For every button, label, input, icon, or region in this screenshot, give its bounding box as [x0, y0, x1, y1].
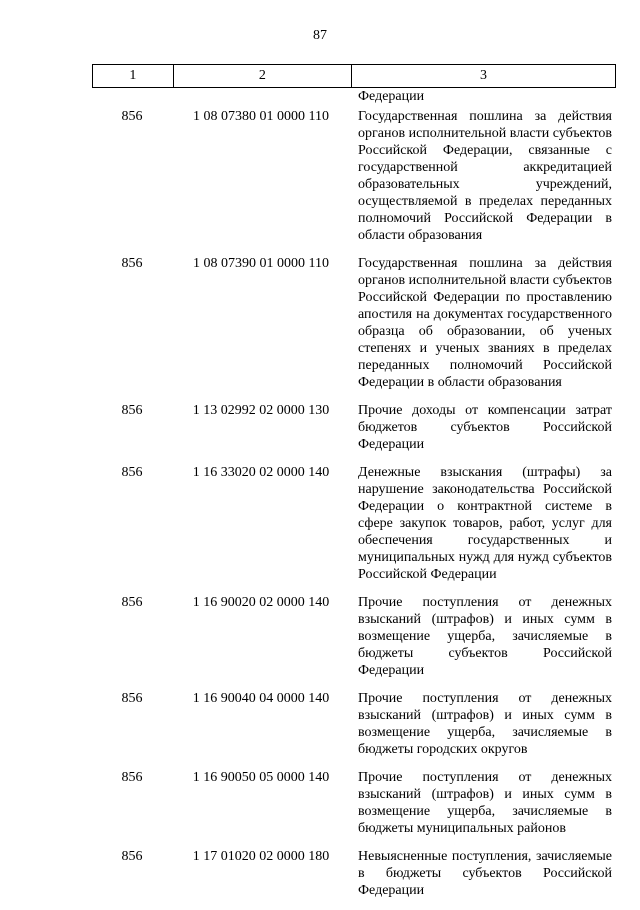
revenue-name: Прочие доходы от компенсации затрат бюджетов субъектов Российской Федерации [358, 403, 612, 452]
header-col-1: 1 [93, 65, 174, 88]
table-row [92, 690, 616, 758]
admin-code: 856 [121, 403, 143, 418]
admin-code: 856 [121, 849, 143, 864]
budget-code: 1 16 90040 04 0000 140 [192, 691, 330, 706]
budget-code: 1 13 02992 02 0000 130 [192, 403, 330, 418]
admin-code: 856 [121, 109, 143, 124]
revenue-name: Прочие поступления от денежных взысканий (штрафов) и иных сумм в возмещение ущерба, зачисляемые в бюджеты городских округов [358, 691, 612, 757]
admin-code: 856 [121, 595, 143, 610]
admin-code: 856 [121, 691, 143, 706]
revenue-name: Государственная пошлина за действия органов исполнительной власти субъектов Российской Федерации по проставлению апостиля на документах государственного образца об образовании, об ученых степенях и ученых званиях в пределах переданных полномочий Российской Федерации в области образования [358, 256, 612, 390]
revenue-name: Невыясненные поступления, зачисляемые в бюджеты субъектов Российской Федерации [358, 849, 612, 898]
admin-code: 856 [121, 465, 143, 480]
table-row [92, 769, 616, 837]
table-row [92, 108, 616, 244]
table-row [92, 402, 616, 453]
header-col-3: 3 [352, 65, 616, 88]
table-row [92, 848, 616, 899]
budget-code: 1 16 90020 02 0000 140 [192, 595, 330, 610]
revenue-name: Прочие поступления от денежных взысканий (штрафов) и иных сумм в возмещение ущерба, зачисляемые в бюджеты муниципальных районов [358, 770, 612, 836]
table-row [92, 255, 616, 391]
budget-code: 1 17 01020 02 0000 180 [192, 849, 330, 864]
continuation-text: Федерации [358, 89, 425, 104]
table-row [92, 464, 616, 583]
revenue-name: Государственная пошлина за действия органов исполнительной власти субъектов Российской Федерации, связанные с государственной аккредитацией образовательных учреждений, осуществляемой в пределах переданных полномочий Российской Федерации в области образования [358, 109, 612, 243]
revenue-name: Денежные взыскания (штрафы) за нарушение законодательства Российской Федерации о контрактной системе в сфере закупок товаров, работ, услуг для обеспечения государственных и муниципальных нужд для нужд субъектов Российской Федерации [358, 465, 612, 582]
page-number: 87 [313, 28, 327, 43]
admin-code: 856 [121, 256, 143, 271]
table-header [92, 64, 616, 88]
header-col-2: 2 [173, 65, 351, 88]
budget-code: 1 08 07380 01 0000 110 [193, 109, 329, 124]
budget-code: 1 08 07390 01 0000 110 [193, 256, 329, 271]
budget-code: 1 16 90050 05 0000 140 [192, 770, 330, 785]
budget-code: 1 16 33020 02 0000 140 [192, 465, 330, 480]
admin-code: 856 [121, 770, 143, 785]
table-row [92, 594, 616, 679]
table-body [92, 108, 616, 910]
revenue-name: Прочие поступления от денежных взысканий (штрафов) и иных сумм в возмещение ущерба, зачисляемые в бюджеты субъектов Российской Федерации [358, 595, 612, 678]
